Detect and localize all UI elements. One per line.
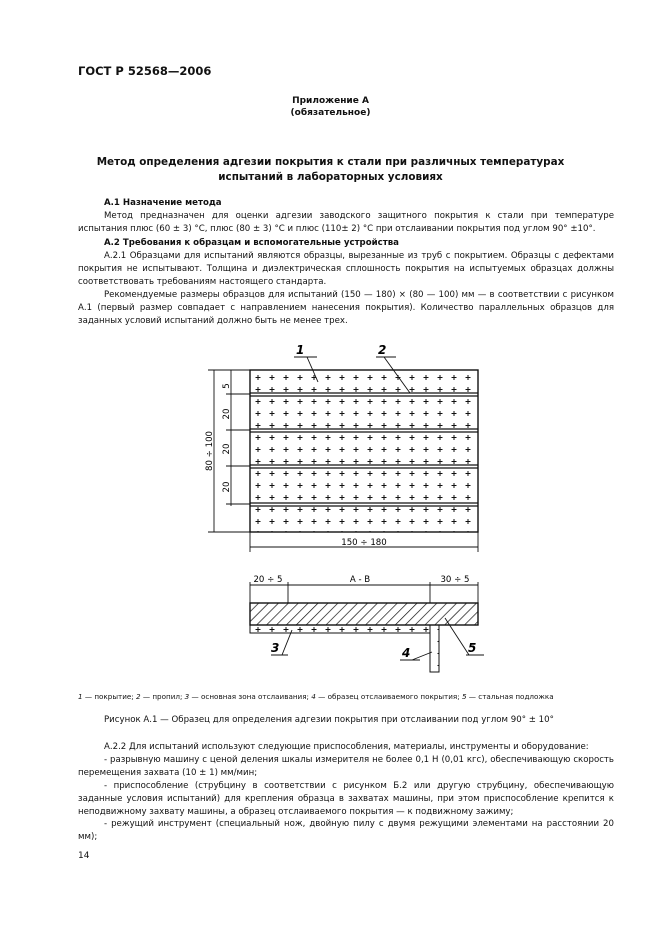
a22-item3: - режущий инструмент (специальный нож, двойную пилу с двумя режущими элементами на расстоянии 20 мм);	[78, 819, 614, 842]
dim-total-height: 80 ÷ 100	[205, 430, 215, 472]
callout-4-label: 4	[402, 646, 411, 660]
section-a1-text: Метод предназначен для оценки адгезии заводского защитного покрытия к стали при температуре испытания плюс (60 ± 3) °С, плюс (80 ± 3) °С и плюс (110± 2) °С при отслаивании покрытия под углом 90° ±10°.	[78, 211, 614, 234]
callout-5-label: 5	[468, 641, 477, 655]
section-a1-heading: А.1 Назначение метода	[104, 198, 222, 208]
appendix-title: Приложение А	[292, 96, 369, 106]
dim-strip-2: 20	[222, 408, 232, 420]
legend-n4: 4	[311, 692, 316, 701]
legend-t3: — основная зона отслаивания;	[189, 692, 312, 701]
legend-n2: 2	[136, 692, 141, 701]
legend-n1: 1	[78, 692, 83, 701]
dim-right: 30 ÷ 5	[440, 575, 470, 585]
figure-caption: Рисунок А.1 — Образец для определения адгезии покрытия при отслаивании под углом 90° ± 10°	[104, 715, 554, 725]
specimen-top-view	[250, 370, 478, 532]
callout-4	[400, 646, 432, 660]
appendix-type: (обязательное)	[290, 108, 371, 118]
dim-strip-4: 20	[222, 481, 232, 493]
callout-3-label: 3	[271, 641, 280, 655]
legend-t2: — пропил;	[140, 692, 185, 701]
a22-item2: - приспособление (струбцину в соответствии с рисунком Б.2 или другую струбцину, обеспечивающую заданные условия испытаний) для крепления образца в захватах машины, при этом приспособление крепится к неподвижному захвату машины, а образец отслаиваемого покрытия — к подвижному зажиму;	[78, 781, 614, 817]
method-title-line2: испытаний в лабораторных условиях	[218, 171, 443, 183]
dim-middle: А - В	[349, 575, 371, 585]
legend-t1: — покрытие;	[82, 692, 136, 701]
dim-left: 20 ÷ 5	[253, 575, 283, 585]
section-a21-text2: Рекомендуемые размеры образцов для испытаний (150 — 180) × (80 — 100) мм — в соответствии с рисунком А.1 (первый размер совпадает с направлением нанесения покрытия). Количество параллельных образцов для заданных условий испытаний должно быть не менее трех.	[78, 290, 614, 326]
legend-n3: 3	[184, 692, 190, 701]
dim-strip-3: 20	[222, 443, 232, 455]
section-a2-heading: А.2 Требования к образцам и вспомогательные устройства	[104, 238, 399, 248]
specimen-side-view	[250, 582, 478, 672]
callout-1-label: 1	[296, 343, 305, 357]
legend-n5: 5	[461, 692, 467, 701]
a22-item1: - разрывную машину с ценой деления шкалы измерителя не более 0,1 Н (0,01 кгс), обеспечивающую скорость перемещения захвата (10 ± 1) мм/мин;	[78, 755, 614, 778]
dim-total-width: 150 ÷ 180	[341, 538, 387, 548]
method-title-line1: Метод определения адгезии покрытия к стали при различных температурах	[96, 156, 565, 168]
dim-strip-1: 5	[222, 383, 232, 389]
a22-intro: А.2.2 Для испытаний используют следующие приспособления, материалы, инструменты и оборудование:	[104, 742, 589, 752]
legend-t4: — образец отслаиваемого покрытия;	[315, 692, 462, 701]
figure-legend	[78, 692, 614, 701]
callout-3	[271, 630, 292, 655]
page-number: 14	[78, 851, 90, 861]
legend-t5: — стальная подложка	[466, 692, 554, 701]
callout-2-label: 2	[378, 343, 387, 357]
figure-a1-drawing	[0, 330, 661, 690]
standard-header: ГОСТ Р 52568—2006	[78, 64, 212, 78]
section-a21-text: А.2.1 Образцами для испытаний являются образцы, вырезанные из труб с покрытием. Образцы с дефектами покрытия не испытывают. Толщина и диэлектрическая сплошность покрытия на испытуемых образцах должны соответствовать требованиям настоящего стандарта.	[78, 251, 614, 287]
